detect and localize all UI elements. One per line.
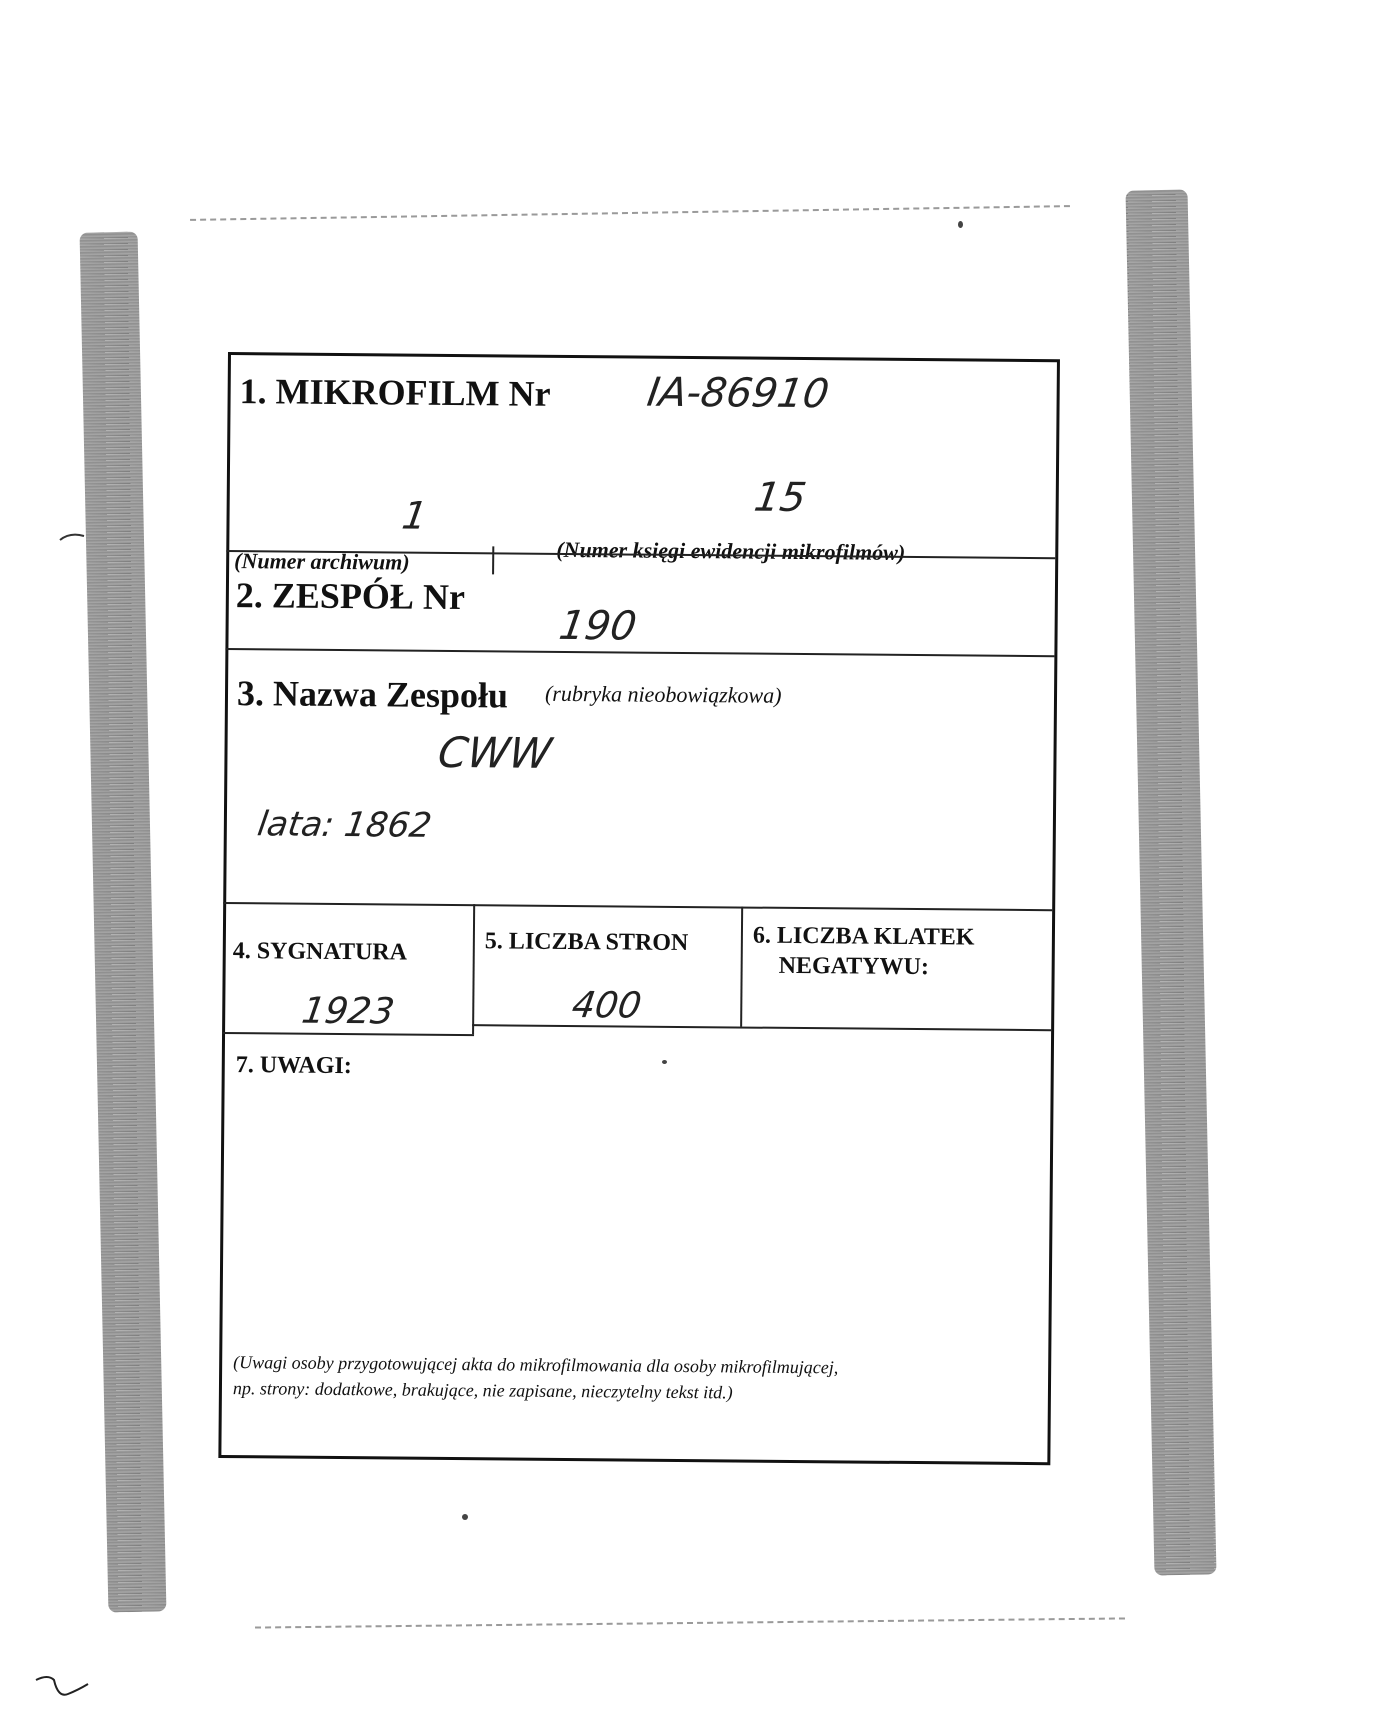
fonds-number-value: 190 (556, 602, 640, 650)
page-count-value: 400 (569, 985, 645, 1027)
register-number-label: (Numer księgi ewidencji mikrofilmów) (556, 536, 906, 565)
frame-count-label-line2: NEGATYWU: (778, 952, 930, 981)
archive-divider (492, 546, 494, 574)
signature-label: 4. SYGNATURA (232, 938, 408, 966)
speck (958, 221, 963, 228)
scan-mark-left (58, 530, 88, 544)
archive-number-value: 1 (399, 493, 431, 538)
fonds-name-value: CWW (434, 727, 555, 778)
scan-edge-bottom (255, 1617, 1125, 1628)
page-count-label: 5. LICZBA STRON (484, 928, 689, 957)
remarks-note-line2: np. strony: dodatkowe, brakujące, nie zapisane, nieczytelny tekst itd.) (232, 1378, 733, 1403)
frame-count-label-line1: 6. LICZBA KLATEK (752, 922, 975, 951)
signature-value: 1923 (299, 990, 397, 1033)
microfilm-form (218, 352, 1098, 1464)
fonds-number-label: 2. ZESPÓŁ Nr (235, 575, 466, 618)
speck (462, 1514, 468, 1520)
scan-mark-bottom (34, 1672, 94, 1706)
archive-number-label: (Numer archiwum) (234, 548, 410, 575)
remarks-label: 7. UWAGI: (235, 1052, 352, 1080)
register-number-value: 15 (751, 474, 810, 522)
fonds-years-value: lata: 1862 (254, 804, 435, 846)
microfilm-number-label: 1. MIKROFILM Nr (239, 371, 551, 414)
scan-left-bar (80, 232, 167, 1613)
fonds-name-optional-note: (rubryka nieobowiązkowa) (544, 680, 782, 708)
remarks-note-line1: (Uwagi osoby przygotowującej akta do mikrofilmowania dla osoby mikrofilmującej, (233, 1352, 839, 1378)
fonds-name-label: 3. Nazwa Zespołu (236, 673, 509, 716)
microfilm-number-value: IA-86910 (644, 369, 832, 418)
scan-right-bar (1126, 190, 1217, 1576)
scan-edge-top (190, 205, 1070, 221)
